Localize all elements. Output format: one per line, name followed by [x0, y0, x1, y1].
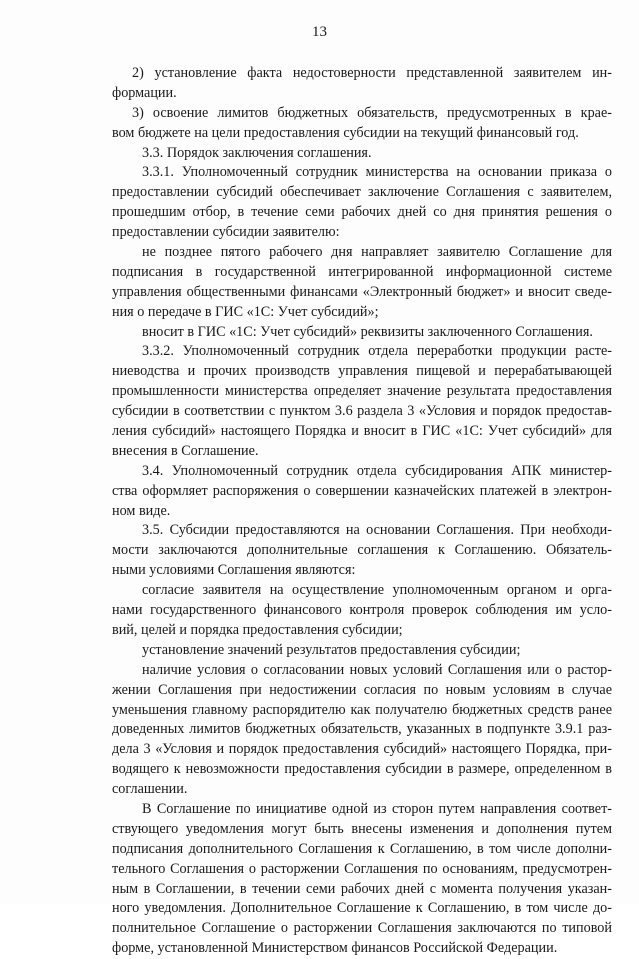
- text-line: вий, целей и порядка предоставления субсидии;: [112, 621, 403, 638]
- text-line: форме, установленной Министерством финансов Российской Федерации.: [112, 940, 558, 957]
- text-line: доведенных лимитов бюджетных обязательств, указанных в подпункте 3.9.1 раз-: [112, 721, 612, 738]
- text-line: нами государственного финансового контроля проверок соблюдения им усло-: [112, 602, 612, 619]
- text-line: 3) освоение лимитов бюджетных обязательств, предусмотренных в крае-: [132, 104, 612, 121]
- text-line: В Соглашение по инициативе одной из сторон путем направления соответ-: [142, 800, 612, 817]
- text-line: внесения в Соглашение.: [112, 442, 259, 459]
- page-number: 13: [312, 24, 327, 40]
- text-line: водящего к невозможности предоставления субсидии в размере, определенном в: [112, 761, 612, 778]
- text-line: 3.3.1. Уполномоченный сотрудник министерства на основании приказа о: [142, 164, 612, 181]
- text-line: 3.5. Субсидии предоставляются на основании Соглашения. При необходи-: [142, 522, 612, 539]
- text-line: ления субсидий» настоящего Порядка и вносит в ГИС «1С: Учет субсидий» для: [112, 423, 612, 440]
- text-line: формации.: [112, 84, 177, 101]
- text-line: наличие условия о согласовании новых условий Соглашения или о растор-: [142, 661, 612, 678]
- text-line: 3.4. Уполномоченный сотрудник отдела субсидирования АПК министер-: [142, 462, 612, 479]
- text-line: подписания дополнительного Соглашения к Соглашению, в том числе дополни-: [112, 840, 612, 857]
- text-line: не позднее пятого рабочего дня направляет заявителю Соглашение для: [142, 244, 612, 261]
- text-line: соглашении.: [112, 781, 188, 798]
- text-line: мости заключаются дополнительные соглашения к Соглашению. Обязатель-: [112, 542, 612, 559]
- text-line: предоставлении субсидий обеспечивает заключение Соглашения с заявителем,: [112, 184, 612, 201]
- text-line: 3.3.2. Уполномоченный сотрудник отдела переработки продукции расте-: [142, 343, 612, 360]
- text-line: предоставлении субсидии заявителю:: [112, 224, 340, 241]
- text-line: установление значений результатов предоставления субсидии;: [142, 641, 521, 658]
- text-line: полнительное Соглашение о расторжении Соглашения заключаются по типовой: [112, 920, 612, 937]
- text-line: субсидии в соответствии с пунктом 3.6 раздела 3 «Условия и порядок предостав-: [112, 403, 612, 420]
- text-line: ном виде.: [112, 502, 171, 519]
- text-line: ства оформляет распоряжения о совершении казначейских платежей в электрон-: [112, 482, 612, 499]
- text-line: прошедшим отбор, в течение семи рабочих дней со дня принятия решения о: [112, 204, 612, 221]
- text-line: ния о передаче в ГИС «1С: Учет субсидий»;: [112, 303, 379, 320]
- text-line: вносит в ГИС «1С: Учет субсидий» реквизиты заключенного Соглашения.: [142, 323, 593, 340]
- text-line: 3.3. Порядок заключения соглашения.: [142, 144, 372, 161]
- text-line: жении Соглашения при недостижении согласия по новым условиям в случае: [112, 681, 612, 698]
- text-line: управления общественными финансами «Электронный бюджет» и вносит сведе-: [112, 283, 612, 300]
- document-body: [112, 64, 612, 959]
- text-line: ствующего уведомления могут быть внесены изменения и дополнения путем: [112, 820, 612, 837]
- text-line: тельного Соглашения о расторжении Соглашения по основаниям, предусмотрен-: [112, 860, 612, 877]
- text-line: согласие заявителя на осуществление уполномоченным органом и орга-: [142, 582, 612, 599]
- text-line: вом бюджете на цели предоставления субсидии на текущий финансовый год.: [112, 124, 579, 141]
- text-line: 2) установление факта недостоверности представленной заявителем ин-: [132, 65, 612, 81]
- text-line: ниеводства и прочих производств управления пищевой и перерабатывающей: [112, 363, 612, 380]
- text-line: подписания в государственной интегрированной информационной системе: [112, 263, 612, 280]
- text-line: ным в Соглашении, в течении семи рабочих дней с момента получения указан-: [112, 880, 612, 897]
- text-line: ными условиями Соглашения являются:: [112, 562, 356, 579]
- text-line: уменьшения главному распорядителю как получателю бюджетных средств ранее: [112, 701, 612, 718]
- text-line: ного уведомления. Дополнительное Соглашение к Соглашению, в том числе до-: [112, 900, 612, 917]
- text-line: дела 3 «Условия и порядок предоставления субсидий» настоящего Порядка, при-: [112, 741, 612, 758]
- text-line: промышленности министерства определяет значение результата предоставления: [112, 383, 612, 400]
